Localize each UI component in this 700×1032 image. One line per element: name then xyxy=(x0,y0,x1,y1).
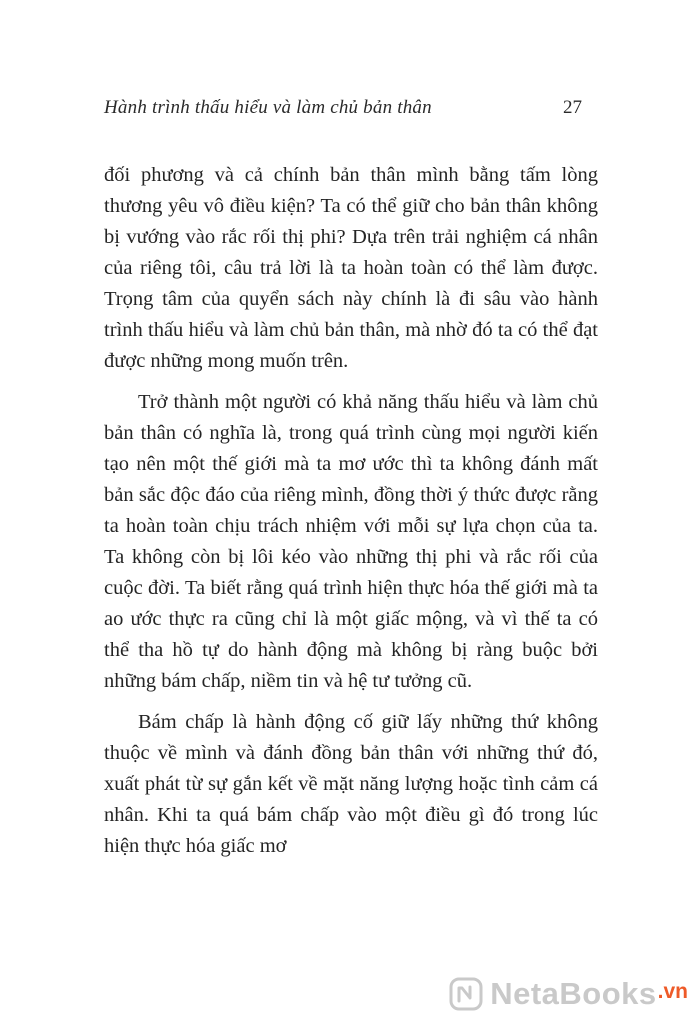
body-text xyxy=(104,160,598,872)
body-paragraph: đối phương và cả chính bản thân mình bằng tấm lòng thương yêu vô điều kiện? Ta có thể giữ cho bản thân không bị vướng vào rắc rối thị phi? Dựa trên trải nghiệm cá nhân của riêng tôi, câu trả lời là ta hoàn toàn có thể làm được. Trọng tâm của quyển sách này chính là đi sâu vào hành trình thấu hiểu và làm chủ bản thân, mà nhờ đó ta có thể đạt được những mong muốn trên. xyxy=(104,164,598,372)
body-paragraph: Trở thành một người có khả năng thấu hiểu và làm chủ bản thân có nghĩa là, trong quá trình cùng mọi người kiến tạo nên một thế giới mà ta mơ ước thì ta không đánh mất bản sắc độc đáo của riêng mình, đồng thời ý thức được rằng ta hoàn toàn chịu trách nhiệm với mỗi sự lựa chọn của ta. Ta không còn bị lôi kéo vào những thị phi và rắc rối của cuộc đời. Ta biết rằng quá trình hiện thực hóa thế giới mà ta ao ước thực ra cũng chỉ là một giấc mộng, và vì thế ta có thể tha hồ tự do hành động mà không bị ràng buộc bởi những bám chấp, niềm tin và hệ tư tưởng cũ. xyxy=(104,391,598,692)
running-title: Hành trình thấu hiểu và làm chủ bản thân xyxy=(104,97,432,118)
running-header xyxy=(104,97,582,119)
watermark-text xyxy=(490,976,688,1012)
netabooks-n-icon xyxy=(449,977,483,1011)
watermark-tld: .vn xyxy=(657,980,688,1003)
page-number: 27 xyxy=(563,97,582,118)
netabooks-watermark xyxy=(449,976,688,1012)
watermark-brand: NetaBooks xyxy=(490,976,657,1011)
body-paragraph: Bám chấp là hành động cố giữ lấy những thứ không thuộc về mình và đánh đồng bản thân với những thứ đó, xuất phát từ sự gắn kết về mặt năng lượng hoặc tình cảm cá nhân. Khi ta quá bám chấp vào một điều gì đó trong lúc hiện thực hóa giấc mơ xyxy=(104,711,598,857)
